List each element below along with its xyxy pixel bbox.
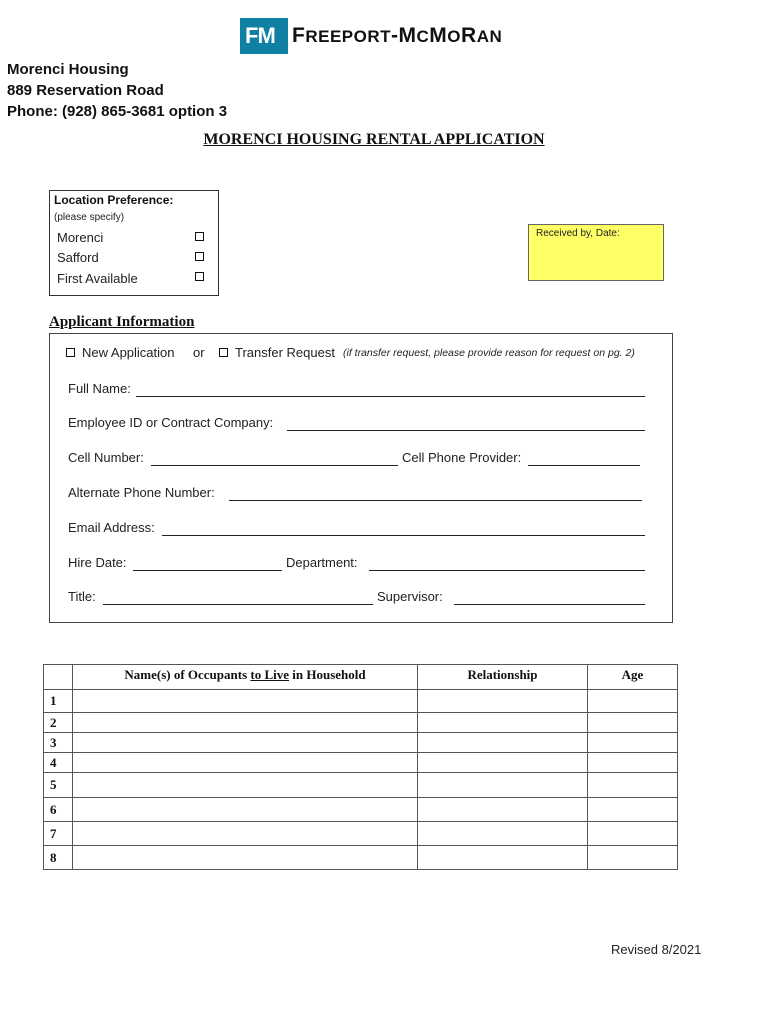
cell-provider-label: Cell Phone Provider: <box>402 450 522 465</box>
logo-letters: REEPORT <box>305 27 392 46</box>
supervisor-field[interactable] <box>454 604 645 605</box>
row-number: 8 <box>44 846 73 870</box>
morenci-checkbox[interactable] <box>195 232 204 241</box>
relationship-cell[interactable] <box>418 846 588 870</box>
full-name-field[interactable] <box>136 396 645 397</box>
location-option-label: Morenci <box>57 230 104 245</box>
logo-mark-text: FM <box>245 23 275 48</box>
new-application-label: New Application <box>82 345 175 360</box>
hire-date-field[interactable] <box>133 570 282 571</box>
logo-letter: R <box>461 24 477 47</box>
department-label: Department: <box>286 555 358 570</box>
safford-checkbox[interactable] <box>195 252 204 261</box>
row-number: 2 <box>44 713 73 733</box>
occupants-table <box>43 664 678 870</box>
org-address: 889 Reservation Road <box>7 82 164 99</box>
location-preference-title: Location Preference: <box>54 193 174 207</box>
cell-number-field[interactable] <box>151 465 398 466</box>
header-text: Name(s) of Occupants <box>124 667 251 682</box>
org-name: Morenci Housing <box>7 61 129 78</box>
row-number: 4 <box>44 753 73 773</box>
age-cell[interactable] <box>588 733 678 753</box>
employee-id-label: Employee ID or Contract Company: <box>68 415 274 430</box>
row-number: 6 <box>44 798 73 822</box>
occupant-name-cell[interactable] <box>73 798 418 822</box>
occupant-name-cell[interactable] <box>73 753 418 773</box>
row-number: 5 <box>44 773 73 798</box>
table-row <box>44 713 678 733</box>
applicant-info-heading: Applicant Information <box>49 314 195 330</box>
title-field[interactable] <box>103 604 373 605</box>
relationship-cell[interactable] <box>418 798 588 822</box>
relationship-cell[interactable] <box>418 773 588 798</box>
occupant-name-cell[interactable] <box>73 773 418 798</box>
document-title: MORENCI HOUSING RENTAL APPLICATION <box>203 131 545 148</box>
alt-phone-field[interactable] <box>229 500 642 501</box>
age-cell[interactable] <box>588 846 678 870</box>
header-text: in Household <box>289 667 366 682</box>
or-label: or <box>193 345 205 360</box>
relationship-cell[interactable] <box>418 713 588 733</box>
logo-letters: AN <box>476 27 503 46</box>
row-number: 1 <box>44 690 73 713</box>
cell-number-label: Cell Number: <box>68 450 144 465</box>
logo-letters: C <box>416 27 430 46</box>
email-label: Email Address: <box>68 520 155 535</box>
occupant-name-header <box>73 665 418 690</box>
age-cell[interactable] <box>588 822 678 846</box>
relationship-cell[interactable] <box>418 753 588 773</box>
table-row <box>44 798 678 822</box>
supervisor-label: Supervisor: <box>377 589 443 604</box>
transfer-request-checkbox[interactable] <box>219 348 228 357</box>
first-available-checkbox[interactable] <box>195 272 204 281</box>
relationship-cell[interactable] <box>418 733 588 753</box>
table-row <box>44 773 678 798</box>
table-row <box>44 733 678 753</box>
title-label: Title: <box>68 589 96 604</box>
employee-id-field[interactable] <box>287 430 645 431</box>
logo-letter: M <box>429 24 448 47</box>
relationship-cell[interactable] <box>418 822 588 846</box>
occupant-name-cell[interactable] <box>73 822 418 846</box>
header-text-underlined: to Live <box>250 667 290 682</box>
relationship-cell[interactable] <box>418 690 588 713</box>
row-number: 3 <box>44 733 73 753</box>
table-row <box>44 822 678 846</box>
company-logo-mark <box>240 18 288 54</box>
occupant-name-cell[interactable] <box>73 690 418 713</box>
logo-letter: M <box>398 24 417 47</box>
age-header: Age <box>588 665 678 690</box>
row-number: 7 <box>44 822 73 846</box>
email-field[interactable] <box>162 535 645 536</box>
logo-letter: F <box>292 24 306 47</box>
transfer-note: (if transfer request, please provide reason for request on pg. 2) <box>343 347 635 359</box>
org-phone: Phone: (928) 865-3681 option 3 <box>7 103 228 120</box>
age-cell[interactable] <box>588 713 678 733</box>
occupant-name-cell[interactable] <box>73 713 418 733</box>
company-logo-text <box>292 24 502 48</box>
age-cell[interactable] <box>588 690 678 713</box>
location-option-label: First Available <box>57 271 138 286</box>
cell-provider-field[interactable] <box>528 465 640 466</box>
age-cell[interactable] <box>588 773 678 798</box>
hire-date-label: Hire Date: <box>68 555 127 570</box>
alt-phone-label: Alternate Phone Number: <box>68 485 215 500</box>
occupant-name-cell[interactable] <box>73 846 418 870</box>
occupant-name-cell[interactable] <box>73 733 418 753</box>
transfer-request-label: Transfer Request <box>235 345 335 360</box>
age-cell[interactable] <box>588 798 678 822</box>
full-name-label: Full Name: <box>68 381 131 396</box>
location-option-label: Safford <box>57 250 99 265</box>
table-row <box>44 753 678 773</box>
revised-date: Revised 8/2021 <box>611 942 702 957</box>
occupants-header-row <box>44 665 678 690</box>
department-field[interactable] <box>369 570 645 571</box>
relationship-header: Relationship <box>418 665 588 690</box>
received-by-label: Received by, Date: <box>536 228 620 239</box>
location-preference-subtitle: (please specify) <box>54 212 125 223</box>
row-number-header <box>44 665 73 690</box>
table-row <box>44 690 678 713</box>
applicant-info-box <box>49 333 673 623</box>
logo-dash: - <box>391 24 399 47</box>
table-row <box>44 846 678 870</box>
age-cell[interactable] <box>588 753 678 773</box>
logo-letters: O <box>447 27 462 46</box>
new-application-checkbox[interactable] <box>66 348 75 357</box>
